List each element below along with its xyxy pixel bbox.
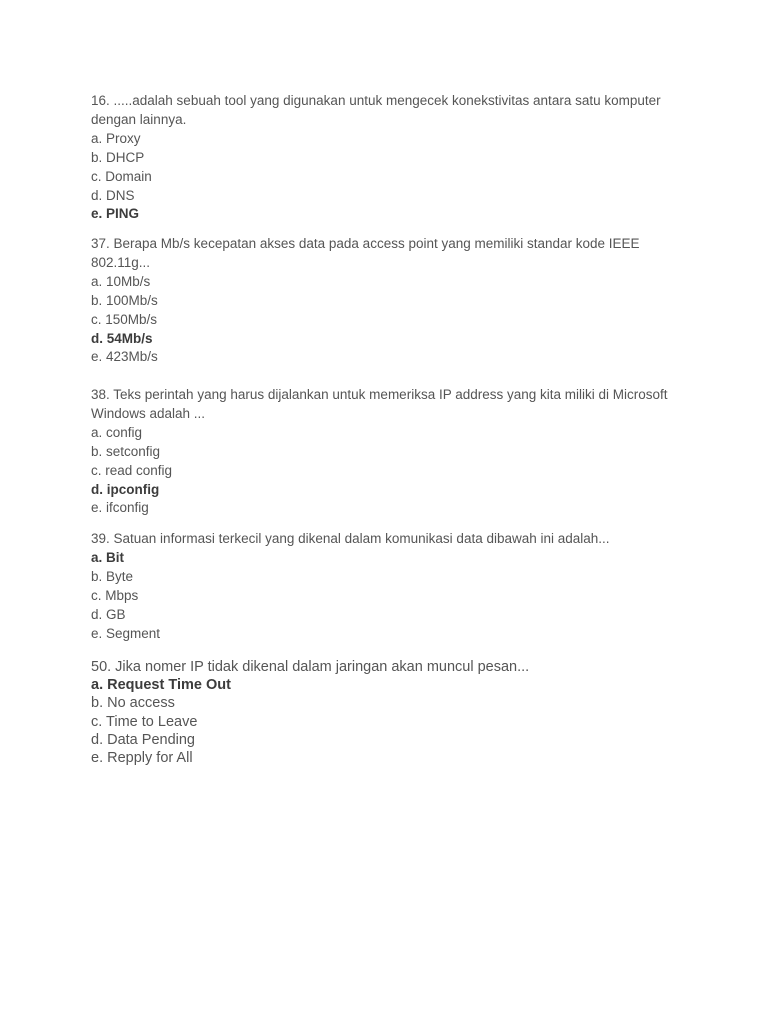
option-d: d. GB xyxy=(91,606,126,622)
option-d-answer: d. ipconfig xyxy=(91,481,160,497)
option-b: b. Byte xyxy=(91,568,134,584)
question-text: 50. Jika nomer IP tidak dikenal dalam jaringan akan muncul pesan... xyxy=(91,659,530,675)
question-text: 16. .....adalah sebuah tool yang digunakan untuk mengecek konekstivitas antara satu komputer dengan lainnya. xyxy=(91,93,665,127)
option-c: c. Time to Leave xyxy=(91,713,198,730)
option-e-answer: e. PING xyxy=(91,206,140,222)
option-a-answer: a. Bit xyxy=(91,549,125,565)
option-c: c. Mbps xyxy=(91,587,139,603)
option-a-answer: a. Request Time Out xyxy=(91,677,231,694)
option-b: b. setconfig xyxy=(91,443,161,459)
option-d-answer: d. 54Mb/s xyxy=(91,330,153,346)
option-b: b. DHCP xyxy=(91,149,145,165)
option-c: c. read config xyxy=(91,462,173,478)
option-d: d. Data Pending xyxy=(91,731,195,748)
option-b: b. No access xyxy=(91,695,175,712)
option-c: c. Domain xyxy=(91,168,152,184)
option-e: e. Segment xyxy=(91,625,161,641)
question-text: 39. Satuan informasi terkecil yang dikenal dalam komunikasi data dibawah ini adalah... xyxy=(91,531,610,546)
question-text: 37. Berapa Mb/s kecepatan akses data pada access point yang memiliki standar kode IEEE 802.11g... xyxy=(91,236,644,270)
option-e: e. Repply for All xyxy=(91,750,193,767)
option-b: b. 100Mb/s xyxy=(91,292,158,308)
option-e: e. ifconfig xyxy=(91,500,149,516)
option-c: c. 150Mb/s xyxy=(91,311,158,327)
question-text: 38. Teks perintah yang harus dijalankan untuk memeriksa IP address yang kita miliki di Microsoft Windows adalah ... xyxy=(91,387,672,421)
question-39 xyxy=(91,530,691,643)
option-a: a. config xyxy=(91,424,143,440)
option-a: a. Proxy xyxy=(91,130,141,146)
option-a: a. 10Mb/s xyxy=(91,273,151,289)
option-d: d. DNS xyxy=(91,187,135,203)
option-e: e. 423Mb/s xyxy=(91,349,158,365)
question-38 xyxy=(91,386,691,518)
question-37 xyxy=(91,235,691,367)
question-50 xyxy=(91,658,691,767)
question-16 xyxy=(91,92,691,224)
